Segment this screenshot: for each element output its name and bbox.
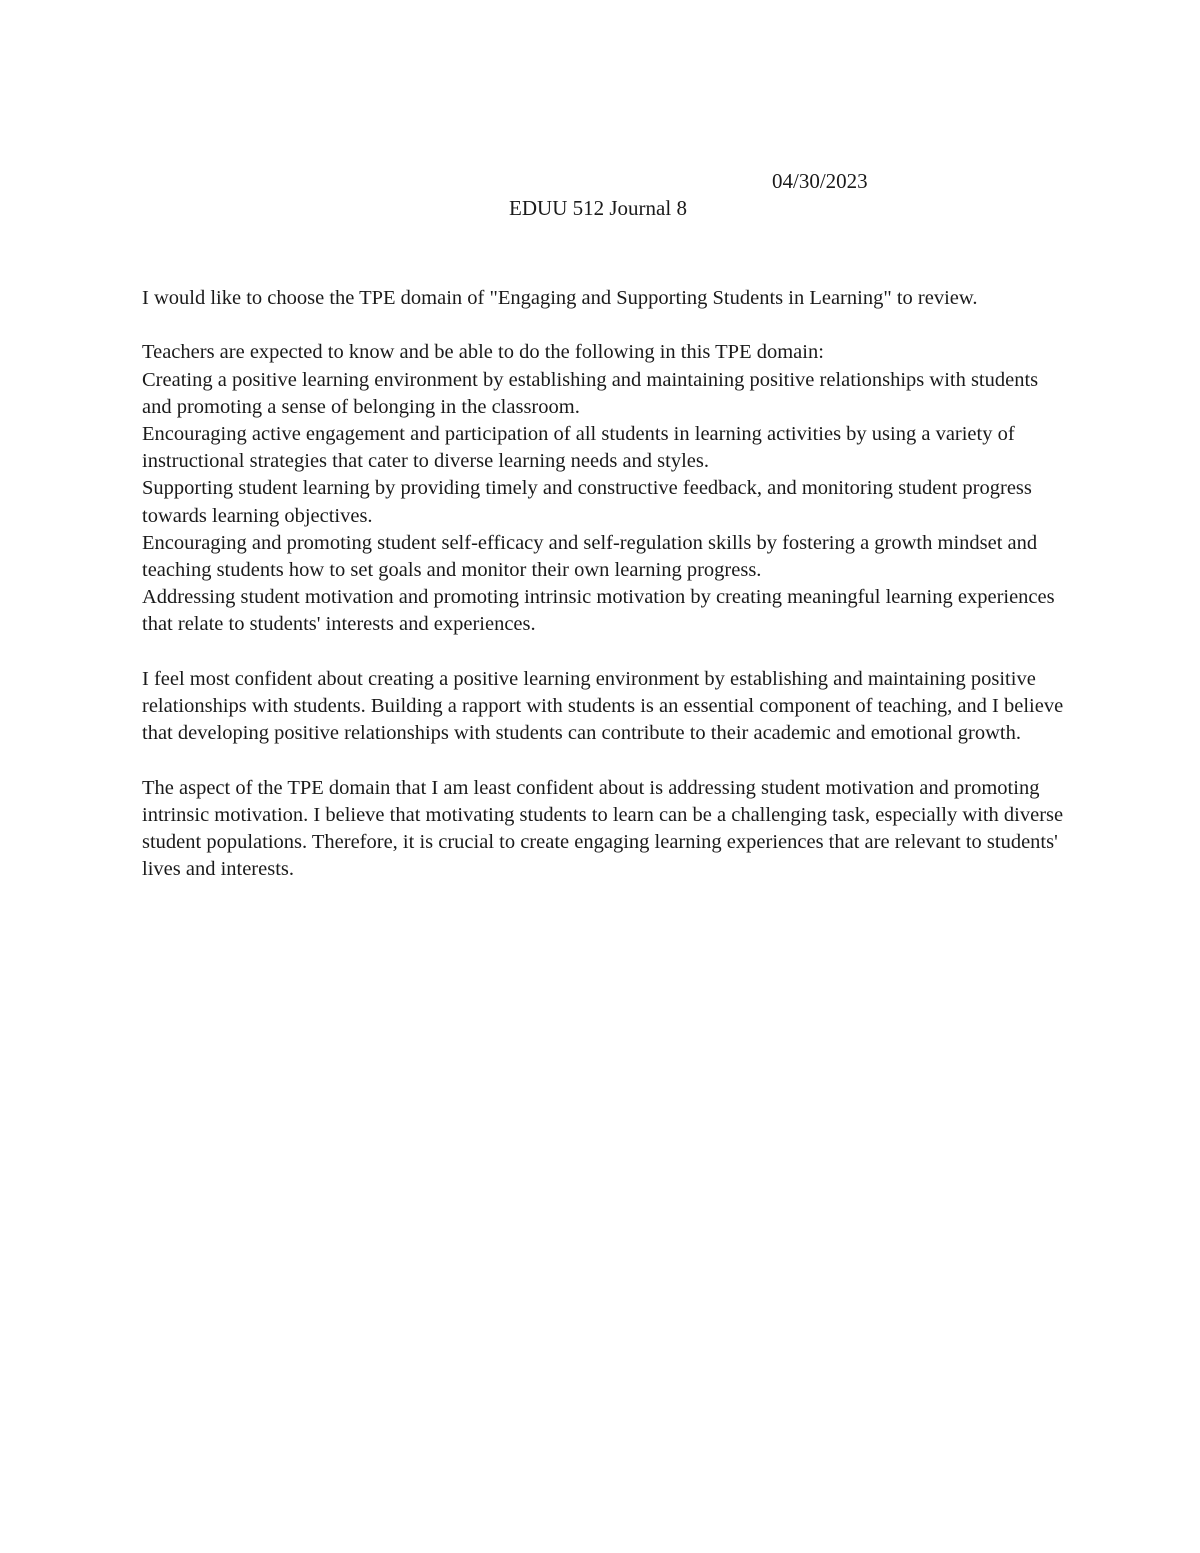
least-confident-paragraph: The aspect of the TPE domain that I am least confident about is addressing student motivation and promoting intrinsic motivation. I believe that motivating students to learn can be a challenging task, especially with diverse student populations. Therefore, it is crucial to create engaging learning experiences that are relevant to students' lives and interests. <box>142 776 1064 881</box>
expectations-section <box>142 339 1067 638</box>
expectation-item: Encouraging and promoting student self-efficacy and self-regulation skills by fostering a growth mindset and teaching students how to set goals and monitor their own learning progress. <box>142 531 1038 582</box>
expectation-item: Supporting student learning by providing timely and constructive feedback, and monitoring student progress towards learning objectives. <box>142 477 1032 527</box>
expectation-item: Creating a positive learning environment by establishing and maintaining positive relationships with students and promoting a sense of belonging in the classroom. <box>142 368 1039 418</box>
intro-paragraph: I would like to choose the TPE domain of "Engaging and Supporting Students in Learning" to review. <box>142 287 978 309</box>
expectation-item: Addressing student motivation and promoting intrinsic motivation by creating meaningful learning experiences that relate to students' interests and experiences. <box>142 586 1055 636</box>
most-confident-paragraph: I feel most confident about creating a positive learning environment by establishing and maintaining positive relationships with students. Building a rapport with students is an essential component of teaching, and I believe that developing positive relationships with students can contribute to their academic and emotional growth. <box>142 667 1064 745</box>
document-body <box>142 285 1067 911</box>
document-title: EDUU 512 Journal 8 <box>509 196 687 220</box>
expectation-item: Encouraging active engagement and participation of all students in learning activities by using a variety of instructional strategies that cater to diverse learning needs and styles. <box>142 423 1015 473</box>
expectations-lead: Teachers are expected to know and be able to do the following in this TPE domain: <box>142 341 824 364</box>
document-date: 04/30/2023 <box>772 169 868 193</box>
